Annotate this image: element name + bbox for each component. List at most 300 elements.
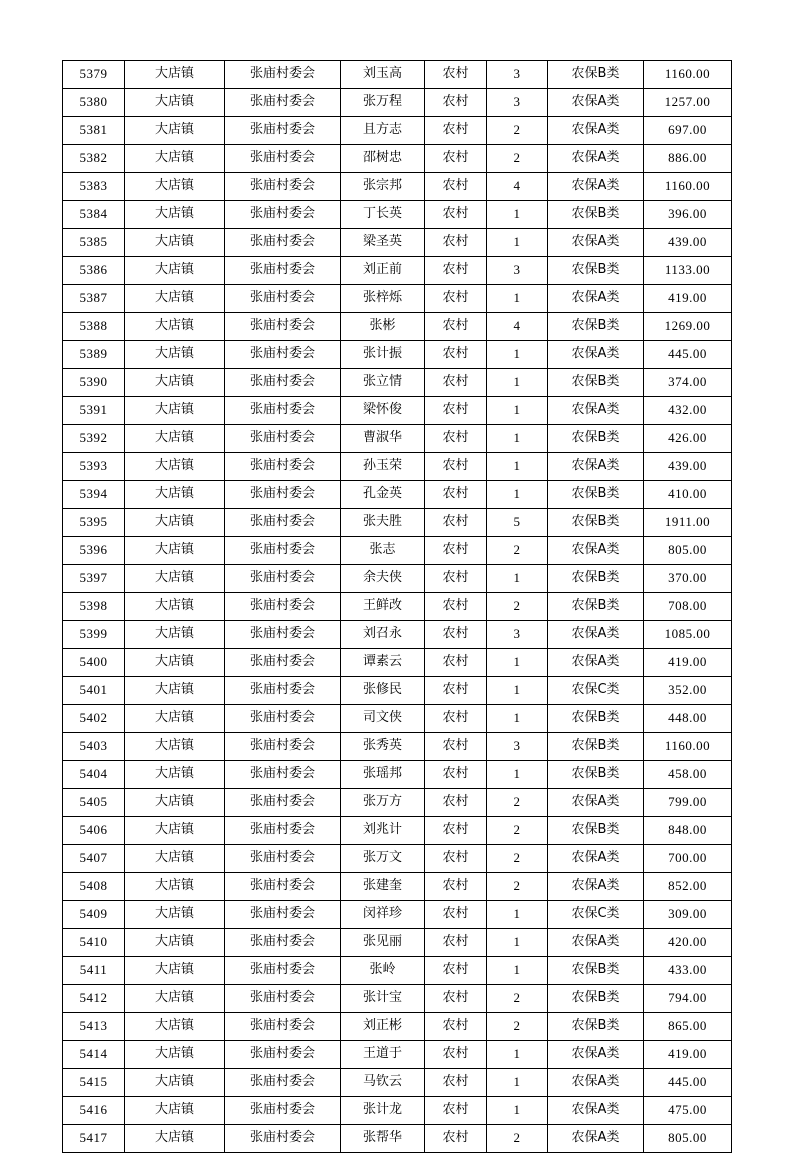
cell-household-type: 农村 (425, 201, 487, 229)
cell-name: 张建奎 (341, 873, 425, 901)
cell-name: 马钦云 (341, 1069, 425, 1097)
cell-member-count: 3 (487, 89, 548, 117)
cell-town: 大店镇 (125, 1097, 225, 1125)
cell-name: 闵祥珍 (341, 901, 425, 929)
cell-name: 梁圣英 (341, 229, 425, 257)
cell-village: 张庙村委会 (225, 117, 341, 145)
cell-amount: 458.00 (644, 761, 732, 789)
cell-id: 5389 (63, 341, 125, 369)
cell-category: 农保A类 (548, 621, 644, 649)
cell-member-count: 1 (487, 957, 548, 985)
table-row (63, 677, 732, 705)
table-row (63, 1069, 732, 1097)
cell-amount: 445.00 (644, 341, 732, 369)
cell-village: 张庙村委会 (225, 1069, 341, 1097)
cell-village: 张庙村委会 (225, 425, 341, 453)
cell-category: 农保A类 (548, 285, 644, 313)
cell-id: 5394 (63, 481, 125, 509)
table-row (63, 201, 732, 229)
cell-id: 5390 (63, 369, 125, 397)
cell-category: 农保A类 (548, 397, 644, 425)
table-row (63, 537, 732, 565)
table-row (63, 229, 732, 257)
cell-village: 张庙村委会 (225, 229, 341, 257)
cell-village: 张庙村委会 (225, 453, 341, 481)
cell-amount: 1160.00 (644, 733, 732, 761)
cell-category: 农保A类 (548, 537, 644, 565)
cell-amount: 708.00 (644, 593, 732, 621)
table-row (63, 509, 732, 537)
cell-id: 5410 (63, 929, 125, 957)
cell-household-type: 农村 (425, 229, 487, 257)
cell-amount: 1085.00 (644, 621, 732, 649)
cell-category: 农保B类 (548, 509, 644, 537)
cell-category: 农保B类 (548, 593, 644, 621)
cell-member-count: 2 (487, 873, 548, 901)
cell-town: 大店镇 (125, 229, 225, 257)
cell-member-count: 3 (487, 733, 548, 761)
cell-member-count: 4 (487, 313, 548, 341)
cell-category: 农保B类 (548, 257, 644, 285)
cell-household-type: 农村 (425, 453, 487, 481)
cell-town: 大店镇 (125, 397, 225, 425)
cell-id: 5395 (63, 509, 125, 537)
cell-id: 5381 (63, 117, 125, 145)
cell-town: 大店镇 (125, 985, 225, 1013)
cell-town: 大店镇 (125, 733, 225, 761)
cell-town: 大店镇 (125, 1069, 225, 1097)
cell-village: 张庙村委会 (225, 649, 341, 677)
cell-household-type: 农村 (425, 677, 487, 705)
cell-town: 大店镇 (125, 369, 225, 397)
cell-town: 大店镇 (125, 425, 225, 453)
cell-amount: 1160.00 (644, 173, 732, 201)
cell-name: 丁长英 (341, 201, 425, 229)
cell-town: 大店镇 (125, 845, 225, 873)
cell-member-count: 1 (487, 705, 548, 733)
cell-member-count: 2 (487, 1013, 548, 1041)
cell-id: 5392 (63, 425, 125, 453)
cell-member-count: 2 (487, 845, 548, 873)
cell-category: 农保B类 (548, 817, 644, 845)
cell-town: 大店镇 (125, 89, 225, 117)
cell-household-type: 农村 (425, 957, 487, 985)
cell-village: 张庙村委会 (225, 1013, 341, 1041)
table-row (63, 761, 732, 789)
cell-member-count: 1 (487, 1069, 548, 1097)
cell-amount: 799.00 (644, 789, 732, 817)
cell-category: 农保B类 (548, 565, 644, 593)
cell-town: 大店镇 (125, 901, 225, 929)
cell-category: 农保B类 (548, 1013, 644, 1041)
cell-household-type: 农村 (425, 985, 487, 1013)
cell-category: 农保B类 (548, 369, 644, 397)
table-row (63, 285, 732, 313)
cell-village: 张庙村委会 (225, 509, 341, 537)
cell-member-count: 3 (487, 257, 548, 285)
cell-member-count: 2 (487, 117, 548, 145)
cell-name: 张岭 (341, 957, 425, 985)
cell-household-type: 农村 (425, 537, 487, 565)
cell-category: 农保B类 (548, 425, 644, 453)
cell-household-type: 农村 (425, 817, 487, 845)
cell-village: 张庙村委会 (225, 929, 341, 957)
cell-category: 农保A类 (548, 453, 644, 481)
cell-village: 张庙村委会 (225, 285, 341, 313)
cell-household-type: 农村 (425, 761, 487, 789)
cell-village: 张庙村委会 (225, 733, 341, 761)
cell-village: 张庙村委会 (225, 761, 341, 789)
cell-amount: 1160.00 (644, 61, 732, 89)
cell-category: 农保A类 (548, 929, 644, 957)
table-row (63, 89, 732, 117)
cell-village: 张庙村委会 (225, 369, 341, 397)
cell-town: 大店镇 (125, 677, 225, 705)
cell-amount: 419.00 (644, 1041, 732, 1069)
cell-amount: 794.00 (644, 985, 732, 1013)
cell-id: 5416 (63, 1097, 125, 1125)
cell-amount: 419.00 (644, 649, 732, 677)
cell-town: 大店镇 (125, 537, 225, 565)
table-body (63, 61, 732, 1153)
cell-amount: 697.00 (644, 117, 732, 145)
table-row (63, 481, 732, 509)
cell-name: 张计龙 (341, 1097, 425, 1125)
table-row (63, 817, 732, 845)
cell-household-type: 农村 (425, 929, 487, 957)
cell-id: 5404 (63, 761, 125, 789)
cell-name: 邵树忠 (341, 145, 425, 173)
cell-name: 张瑶邦 (341, 761, 425, 789)
cell-category: 农保A类 (548, 1097, 644, 1125)
cell-amount: 439.00 (644, 229, 732, 257)
cell-name: 刘正前 (341, 257, 425, 285)
cell-member-count: 1 (487, 425, 548, 453)
cell-town: 大店镇 (125, 285, 225, 313)
cell-category: 农保B类 (548, 705, 644, 733)
cell-category: 农保A类 (548, 1069, 644, 1097)
cell-id: 5408 (63, 873, 125, 901)
cell-member-count: 1 (487, 229, 548, 257)
cell-household-type: 农村 (425, 1041, 487, 1069)
table-row (63, 1097, 732, 1125)
cell-town: 大店镇 (125, 565, 225, 593)
cell-name: 刘兆计 (341, 817, 425, 845)
cell-village: 张庙村委会 (225, 621, 341, 649)
cell-village: 张庙村委会 (225, 985, 341, 1013)
cell-village: 张庙村委会 (225, 845, 341, 873)
cell-member-count: 1 (487, 453, 548, 481)
cell-category: 农保B类 (548, 481, 644, 509)
cell-village: 张庙村委会 (225, 201, 341, 229)
cell-household-type: 农村 (425, 789, 487, 817)
cell-village: 张庙村委会 (225, 173, 341, 201)
cell-household-type: 农村 (425, 397, 487, 425)
table-row (63, 313, 732, 341)
cell-name: 谭素云 (341, 649, 425, 677)
cell-village: 张庙村委会 (225, 901, 341, 929)
cell-village: 张庙村委会 (225, 873, 341, 901)
cell-household-type: 农村 (425, 1013, 487, 1041)
cell-category: 农保C类 (548, 677, 644, 705)
cell-member-count: 3 (487, 61, 548, 89)
cell-amount: 432.00 (644, 397, 732, 425)
cell-town: 大店镇 (125, 1013, 225, 1041)
table-row (63, 257, 732, 285)
cell-household-type: 农村 (425, 257, 487, 285)
cell-id: 5379 (63, 61, 125, 89)
cell-id: 5386 (63, 257, 125, 285)
cell-town: 大店镇 (125, 313, 225, 341)
cell-category: 农保B类 (548, 201, 644, 229)
cell-village: 张庙村委会 (225, 1097, 341, 1125)
cell-name: 王鲜改 (341, 593, 425, 621)
cell-amount: 420.00 (644, 929, 732, 957)
cell-household-type: 农村 (425, 649, 487, 677)
cell-household-type: 农村 (425, 145, 487, 173)
cell-household-type: 农村 (425, 173, 487, 201)
cell-town: 大店镇 (125, 705, 225, 733)
cell-household-type: 农村 (425, 509, 487, 537)
table-row (63, 901, 732, 929)
cell-member-count: 1 (487, 677, 548, 705)
cell-town: 大店镇 (125, 173, 225, 201)
cell-member-count: 1 (487, 341, 548, 369)
cell-id: 5413 (63, 1013, 125, 1041)
cell-category: 农保A类 (548, 873, 644, 901)
cell-household-type: 农村 (425, 705, 487, 733)
cell-amount: 700.00 (644, 845, 732, 873)
cell-town: 大店镇 (125, 1125, 225, 1153)
cell-household-type: 农村 (425, 481, 487, 509)
cell-name: 刘召永 (341, 621, 425, 649)
table-row (63, 957, 732, 985)
cell-amount: 805.00 (644, 1125, 732, 1153)
cell-member-count: 1 (487, 901, 548, 929)
cell-name: 张帮华 (341, 1125, 425, 1153)
cell-name: 张梓烁 (341, 285, 425, 313)
cell-household-type: 农村 (425, 1069, 487, 1097)
cell-name: 张见丽 (341, 929, 425, 957)
cell-id: 5407 (63, 845, 125, 873)
table-row (63, 453, 732, 481)
cell-household-type: 农村 (425, 1125, 487, 1153)
table-row (63, 985, 732, 1013)
cell-id: 5399 (63, 621, 125, 649)
cell-amount: 848.00 (644, 817, 732, 845)
cell-village: 张庙村委会 (225, 593, 341, 621)
table-row (63, 1125, 732, 1153)
cell-member-count: 2 (487, 789, 548, 817)
table-row (63, 845, 732, 873)
cell-member-count: 2 (487, 593, 548, 621)
table-row (63, 61, 732, 89)
cell-name: 曹淑华 (341, 425, 425, 453)
cell-household-type: 农村 (425, 901, 487, 929)
cell-name: 孔金英 (341, 481, 425, 509)
cell-household-type: 农村 (425, 593, 487, 621)
cell-member-count: 2 (487, 1125, 548, 1153)
cell-household-type: 农村 (425, 425, 487, 453)
cell-category: 农保A类 (548, 89, 644, 117)
table-row (63, 873, 732, 901)
cell-category: 农保A类 (548, 845, 644, 873)
table-row (63, 733, 732, 761)
cell-household-type: 农村 (425, 1097, 487, 1125)
cell-amount: 852.00 (644, 873, 732, 901)
cell-id: 5391 (63, 397, 125, 425)
cell-amount: 1133.00 (644, 257, 732, 285)
cell-id: 5387 (63, 285, 125, 313)
cell-id: 5411 (63, 957, 125, 985)
cell-category: 农保A类 (548, 145, 644, 173)
cell-category: 农保A类 (548, 1041, 644, 1069)
cell-village: 张庙村委会 (225, 817, 341, 845)
cell-category: 农保B类 (548, 61, 644, 89)
cell-member-count: 1 (487, 397, 548, 425)
cell-village: 张庙村委会 (225, 313, 341, 341)
cell-category: 农保B类 (548, 761, 644, 789)
cell-id: 5385 (63, 229, 125, 257)
cell-amount: 445.00 (644, 1069, 732, 1097)
cell-village: 张庙村委会 (225, 341, 341, 369)
cell-village: 张庙村委会 (225, 481, 341, 509)
cell-name: 张万程 (341, 89, 425, 117)
cell-amount: 1911.00 (644, 509, 732, 537)
cell-name: 张立情 (341, 369, 425, 397)
cell-member-count: 1 (487, 369, 548, 397)
cell-category: 农保A类 (548, 229, 644, 257)
cell-town: 大店镇 (125, 61, 225, 89)
cell-village: 张庙村委会 (225, 789, 341, 817)
cell-town: 大店镇 (125, 257, 225, 285)
cell-town: 大店镇 (125, 789, 225, 817)
cell-town: 大店镇 (125, 593, 225, 621)
cell-village: 张庙村委会 (225, 957, 341, 985)
cell-village: 张庙村委会 (225, 1125, 341, 1153)
cell-household-type: 农村 (425, 341, 487, 369)
cell-id: 5396 (63, 537, 125, 565)
cell-town: 大店镇 (125, 117, 225, 145)
table-row (63, 369, 732, 397)
cell-member-count: 5 (487, 509, 548, 537)
cell-household-type: 农村 (425, 61, 487, 89)
beneficiary-table (62, 60, 732, 1153)
cell-member-count: 1 (487, 481, 548, 509)
table-row (63, 145, 732, 173)
cell-id: 5384 (63, 201, 125, 229)
cell-household-type: 农村 (425, 565, 487, 593)
cell-id: 5397 (63, 565, 125, 593)
table-row (63, 621, 732, 649)
table-row (63, 1013, 732, 1041)
cell-name: 司文侠 (341, 705, 425, 733)
cell-member-count: 2 (487, 817, 548, 845)
cell-town: 大店镇 (125, 201, 225, 229)
cell-category: 农保B类 (548, 985, 644, 1013)
table-row (63, 341, 732, 369)
cell-name: 且方志 (341, 117, 425, 145)
cell-amount: 805.00 (644, 537, 732, 565)
cell-town: 大店镇 (125, 341, 225, 369)
table-row (63, 565, 732, 593)
table-row (63, 649, 732, 677)
cell-village: 张庙村委会 (225, 565, 341, 593)
cell-name: 张夫胜 (341, 509, 425, 537)
cell-village: 张庙村委会 (225, 705, 341, 733)
cell-amount: 1269.00 (644, 313, 732, 341)
cell-member-count: 1 (487, 761, 548, 789)
cell-town: 大店镇 (125, 761, 225, 789)
cell-village: 张庙村委会 (225, 537, 341, 565)
cell-id: 5406 (63, 817, 125, 845)
cell-household-type: 农村 (425, 873, 487, 901)
cell-category: 农保A类 (548, 1125, 644, 1153)
cell-amount: 370.00 (644, 565, 732, 593)
cell-id: 5383 (63, 173, 125, 201)
cell-name: 王道于 (341, 1041, 425, 1069)
cell-id: 5409 (63, 901, 125, 929)
table-row (63, 929, 732, 957)
cell-name: 张计振 (341, 341, 425, 369)
cell-amount: 410.00 (644, 481, 732, 509)
cell-household-type: 农村 (425, 845, 487, 873)
cell-id: 5400 (63, 649, 125, 677)
cell-household-type: 农村 (425, 621, 487, 649)
cell-id: 5380 (63, 89, 125, 117)
cell-name: 梁怀俊 (341, 397, 425, 425)
cell-id: 5382 (63, 145, 125, 173)
cell-amount: 448.00 (644, 705, 732, 733)
cell-amount: 1257.00 (644, 89, 732, 117)
cell-amount: 374.00 (644, 369, 732, 397)
cell-name: 张秀英 (341, 733, 425, 761)
cell-category: 农保B类 (548, 957, 644, 985)
cell-name: 张彬 (341, 313, 425, 341)
cell-id: 5405 (63, 789, 125, 817)
cell-village: 张庙村委会 (225, 61, 341, 89)
cell-village: 张庙村委会 (225, 677, 341, 705)
table-row (63, 1041, 732, 1069)
cell-amount: 352.00 (644, 677, 732, 705)
cell-id: 5403 (63, 733, 125, 761)
cell-household-type: 农村 (425, 89, 487, 117)
cell-member-count: 1 (487, 1097, 548, 1125)
cell-category: 农保B类 (548, 733, 644, 761)
cell-amount: 419.00 (644, 285, 732, 313)
cell-name: 张修民 (341, 677, 425, 705)
cell-member-count: 3 (487, 621, 548, 649)
cell-member-count: 1 (487, 201, 548, 229)
cell-town: 大店镇 (125, 481, 225, 509)
table-row (63, 789, 732, 817)
table-row (63, 117, 732, 145)
cell-amount: 396.00 (644, 201, 732, 229)
cell-town: 大店镇 (125, 817, 225, 845)
cell-id: 5412 (63, 985, 125, 1013)
cell-id: 5398 (63, 593, 125, 621)
cell-id: 5402 (63, 705, 125, 733)
cell-category: 农保A类 (548, 649, 644, 677)
cell-village: 张庙村委会 (225, 397, 341, 425)
cell-id: 5414 (63, 1041, 125, 1069)
table-row (63, 593, 732, 621)
cell-town: 大店镇 (125, 621, 225, 649)
table-row (63, 397, 732, 425)
cell-member-count: 2 (487, 985, 548, 1013)
cell-amount: 426.00 (644, 425, 732, 453)
cell-household-type: 农村 (425, 313, 487, 341)
